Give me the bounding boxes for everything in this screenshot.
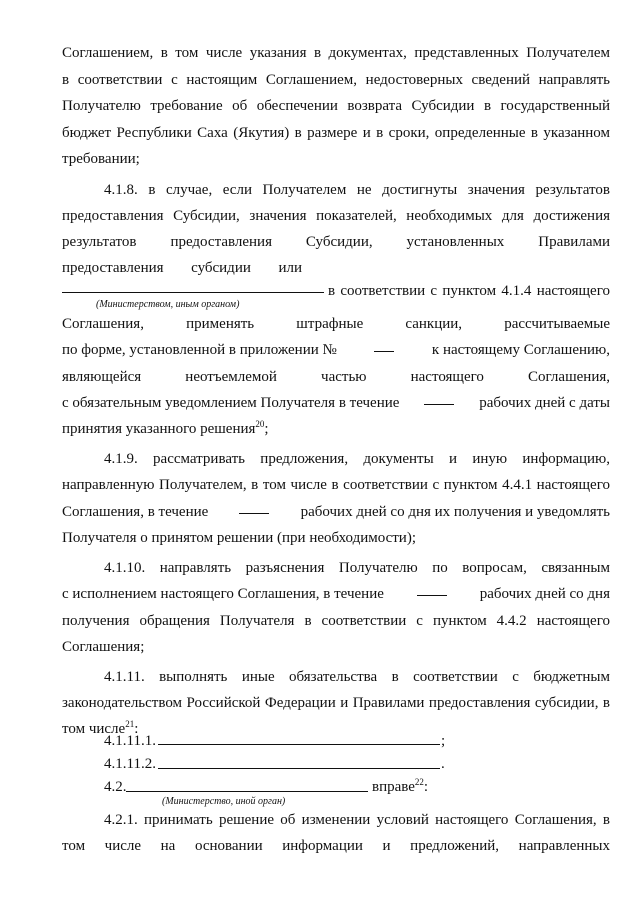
text-fragment: : bbox=[423, 779, 429, 795]
text-line: Получателю требование об обеспечении возврата Субсидии в государственный bbox=[62, 98, 610, 114]
fill-in-blank[interactable] bbox=[374, 337, 394, 352]
text-line bbox=[62, 499, 610, 526]
text-fragment: ; bbox=[264, 421, 269, 437]
text-line: получения обращения Получателя в соответствии с пунктом 4.4.2 настоящего bbox=[62, 613, 610, 629]
fill-in-blank[interactable] bbox=[424, 390, 454, 405]
text-fragment: рабочих дней со дня bbox=[479, 586, 610, 602]
text-line: результатов предоставления Субсидии, установленных Правилами bbox=[62, 234, 610, 250]
fill-in-blank[interactable] bbox=[417, 581, 447, 596]
text-fragment: с обязательным уведомлением Получателя в течение bbox=[62, 395, 400, 411]
text-line: в соответствии с настоящим Соглашением, недостоверных сведений направлять bbox=[62, 72, 610, 88]
text-line: Соглашения; bbox=[62, 639, 145, 655]
item-number: 4.1.11.2. bbox=[104, 756, 156, 772]
text-line: Получателя о принятом решении (при необходимости); bbox=[62, 530, 416, 546]
text-line: 4.2.1. принимать решение об изменении условий настоящего Соглашения, в bbox=[104, 812, 610, 828]
text-fragment: том числе bbox=[62, 721, 126, 737]
text-line: 4.1.10. направлять разъяснения Получателю по вопросам, связанным bbox=[104, 560, 610, 576]
fill-in-blank[interactable] bbox=[126, 779, 368, 792]
text-line: направленную Получателем, в том числе в соответствии с пунктом 4.4.1 настоящего bbox=[62, 477, 610, 493]
fill-in-blank[interactable] bbox=[239, 499, 269, 514]
item-number: 4.2. bbox=[104, 779, 127, 795]
fill-in-blank[interactable] bbox=[158, 732, 440, 745]
text-fragment: вправе bbox=[372, 779, 415, 795]
text-fragment: с исполнением настоящего Соглашения, в течение bbox=[62, 586, 384, 602]
text-line: том числе на основании информации и предложений, направленных bbox=[62, 838, 610, 854]
punctuation: . bbox=[441, 756, 445, 772]
text-fragment: рабочих дней с даты bbox=[479, 395, 610, 411]
text-fragment: : bbox=[134, 721, 139, 737]
text-fragment: рабочих дней со дня их получения и уведомлять bbox=[300, 504, 610, 520]
text-line: предоставления субсидии или bbox=[62, 260, 302, 276]
footnote-ref[interactable]: 21 bbox=[125, 719, 135, 729]
text-line bbox=[372, 774, 428, 801]
text-line bbox=[62, 581, 610, 608]
text-fragment: принятия указанного решения bbox=[62, 421, 256, 437]
punctuation: ; bbox=[441, 733, 446, 749]
text-line: Соглашением, в том числе указания в документах, представленных Получателем bbox=[62, 45, 610, 61]
text-line: требовании; bbox=[62, 151, 140, 167]
text-line: законодательством Российской Федерации и Правилами предоставления субсидии, в bbox=[62, 695, 610, 711]
field-caption: (Министерством, иным органом) bbox=[96, 299, 240, 310]
text-line bbox=[62, 337, 610, 364]
fill-in-blank[interactable] bbox=[62, 280, 324, 293]
text-line: бюджет Республики Саха (Якутия) в размере и в сроки, определенные в указанном bbox=[62, 125, 610, 141]
text-line: являющейся неотъемлемой частью настоящего Соглашения, bbox=[62, 369, 610, 385]
text-fragment: к настоящему Соглашению, bbox=[431, 342, 610, 358]
text-line: 4.1.8. в случае, если Получателем не достигнуты значения результатов bbox=[104, 182, 610, 198]
footnote-ref[interactable]: 22 bbox=[414, 777, 424, 787]
text-fragment: Соглашения, в течение bbox=[62, 504, 209, 520]
text-line: 4.1.9. рассматривать предложения, документы и иную информацию, bbox=[104, 451, 610, 467]
text-line: в соответствии с пунктом 4.1.4 настоящего bbox=[328, 283, 610, 299]
text-line bbox=[62, 416, 610, 443]
field-caption: (Министерство, иной орган) bbox=[162, 796, 286, 807]
text-line: 4.1.11. выполнять иные обязательства в соответствии с бюджетным bbox=[104, 669, 610, 685]
text-line: предоставления Субсидии, значения показателей, необходимых для достижения bbox=[62, 208, 610, 224]
text-line: Соглашения, применять штрафные санкции, рассчитываемые bbox=[62, 316, 610, 332]
text-line bbox=[62, 390, 610, 417]
fill-in-blank[interactable] bbox=[158, 756, 440, 769]
footnote-ref[interactable]: 20 bbox=[255, 419, 265, 429]
item-number: 4.1.11.1. bbox=[104, 733, 156, 749]
text-fragment: по форме, установленной в приложении № bbox=[62, 342, 337, 358]
